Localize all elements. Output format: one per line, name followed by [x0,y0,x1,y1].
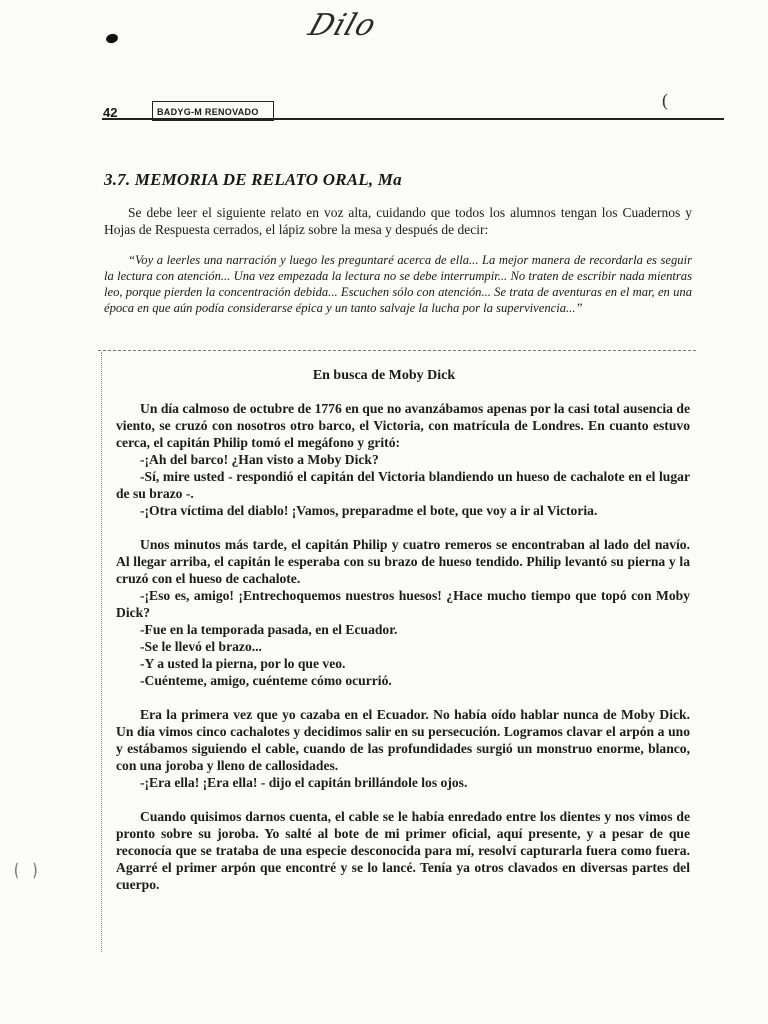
handwritten-note: Dilo [304,8,381,43]
story-title: En busca de Moby Dick [312,368,456,383]
story-dialogue: -Se le llevó el brazo... [140,639,262,654]
story-box-top-rule [98,350,696,351]
section-title: 3.7. MEMORIA DE RELATO ORAL, Ma [104,170,402,189]
story-dialogue: -Y a usted la pierna, por lo que veo. [140,656,346,671]
story-paragraph: Era la primera vez que yo cazaba en el Ecuador. No había oído hablar nunca de Moby Dick. Un día vimos cinco cachalotes y decidimos salir en su persecución. Logramos clavar el arpón a uno y estábamos siguiendo el cable, cuando de las profundidades surgió un monstruo enorme, blanco, con una joroba y lleno de callosidades. [116,707,690,773]
story-dialogue: -¡Eso es, amigo! ¡Entrechoquemos nuestros huesos! ¿Hace mucho tiempo que topó con Moby Dick? [116,588,690,620]
story-paragraph: Unos minutos más tarde, el capitán Philip y cuatro remeros se encontraban al lado del navío. Al llegar arriba, el capitán le esperaba con su brazo de hueso tendido. Philip levantó su pierna y la cruzó con el hueso de cachalote. [116,537,690,586]
story-paragraph: Cuando quisimos darnos cuenta, el cable se le había enredado entre los dientes y nos vimos de pronto sobre su joroba. Yo salté al bote de mi primer oficial, aquí presente, y a pesar de que reconocía que se trataba de una especie desconocida para mí, resolví capturarla fuera como fuera. Agarré el primer arpón que encontré y se lo lancé. Tenía ya otros clavados en diversas partes del cuerpo. [116,809,690,892]
story-dialogue: -Fue en la temporada pasada, en el Ecuador. [140,622,398,637]
header-rule [102,118,724,120]
story-box-left-rule [101,352,102,952]
story-dialogue: -Sí, mire usted - respondió el capitán del Victoria blandiendo un hueso de cachalote en el lugar de su brazo -. [116,469,690,501]
story-body [116,400,690,893]
story-dialogue: -¡Otra víctima del diablo! ¡Vamos, preparadme el bote, que voy a ir al Victoria. [140,503,598,518]
instruction-quote: “Voy a leerles una narración y luego les preguntaré acerca de ella... La mejor manera de recordarla es seguir la lectura con atención... Una vez empezada la lectura no se debe interrumpir... No traten de escribir nada mientras leo, porque pierden la concentración debida... Escuchen sólo con atención... Se trata de aventuras en el mar, en una época en que aún podía considerarse épica y un tanto salvaje la lucha por la supervivencia...” [104,253,692,315]
story-dialogue: -Cuénteme, amigo, cuénteme cómo ocurrió. [140,673,392,688]
margin-scribble: ⁐ [15,863,36,878]
intro-paragraph: Se debe leer el siguiente relato en voz alta, cuidando que todos los alumnos tengan los Cuadernos y Hojas de Respuesta cerrados, el lápiz sobre la mesa y después de decir: [104,205,692,237]
header-stamp: BADYG-M RENOVADO [152,101,274,121]
story-dialogue: -¡Ah del barco! ¿Han visto a Moby Dick? [140,452,379,467]
page-number: 42 [103,105,118,120]
story-paragraph: Un día calmoso de octubre de 1776 en que no avanzábamos apenas por la casi total ausencia de viento, se cruzó con nosotros otro barco, el Victoria, con matrícula de Londres. En cuanto estuvo cerca, el capitán Philip tomó el megáfono y gritó: [116,401,690,450]
pencil-mark: ( [662,90,668,110]
ink-blot [105,33,119,45]
story-dialogue: -¡Era ella! ¡Era ella! - dijo el capitán brillándole los ojos. [140,775,468,790]
